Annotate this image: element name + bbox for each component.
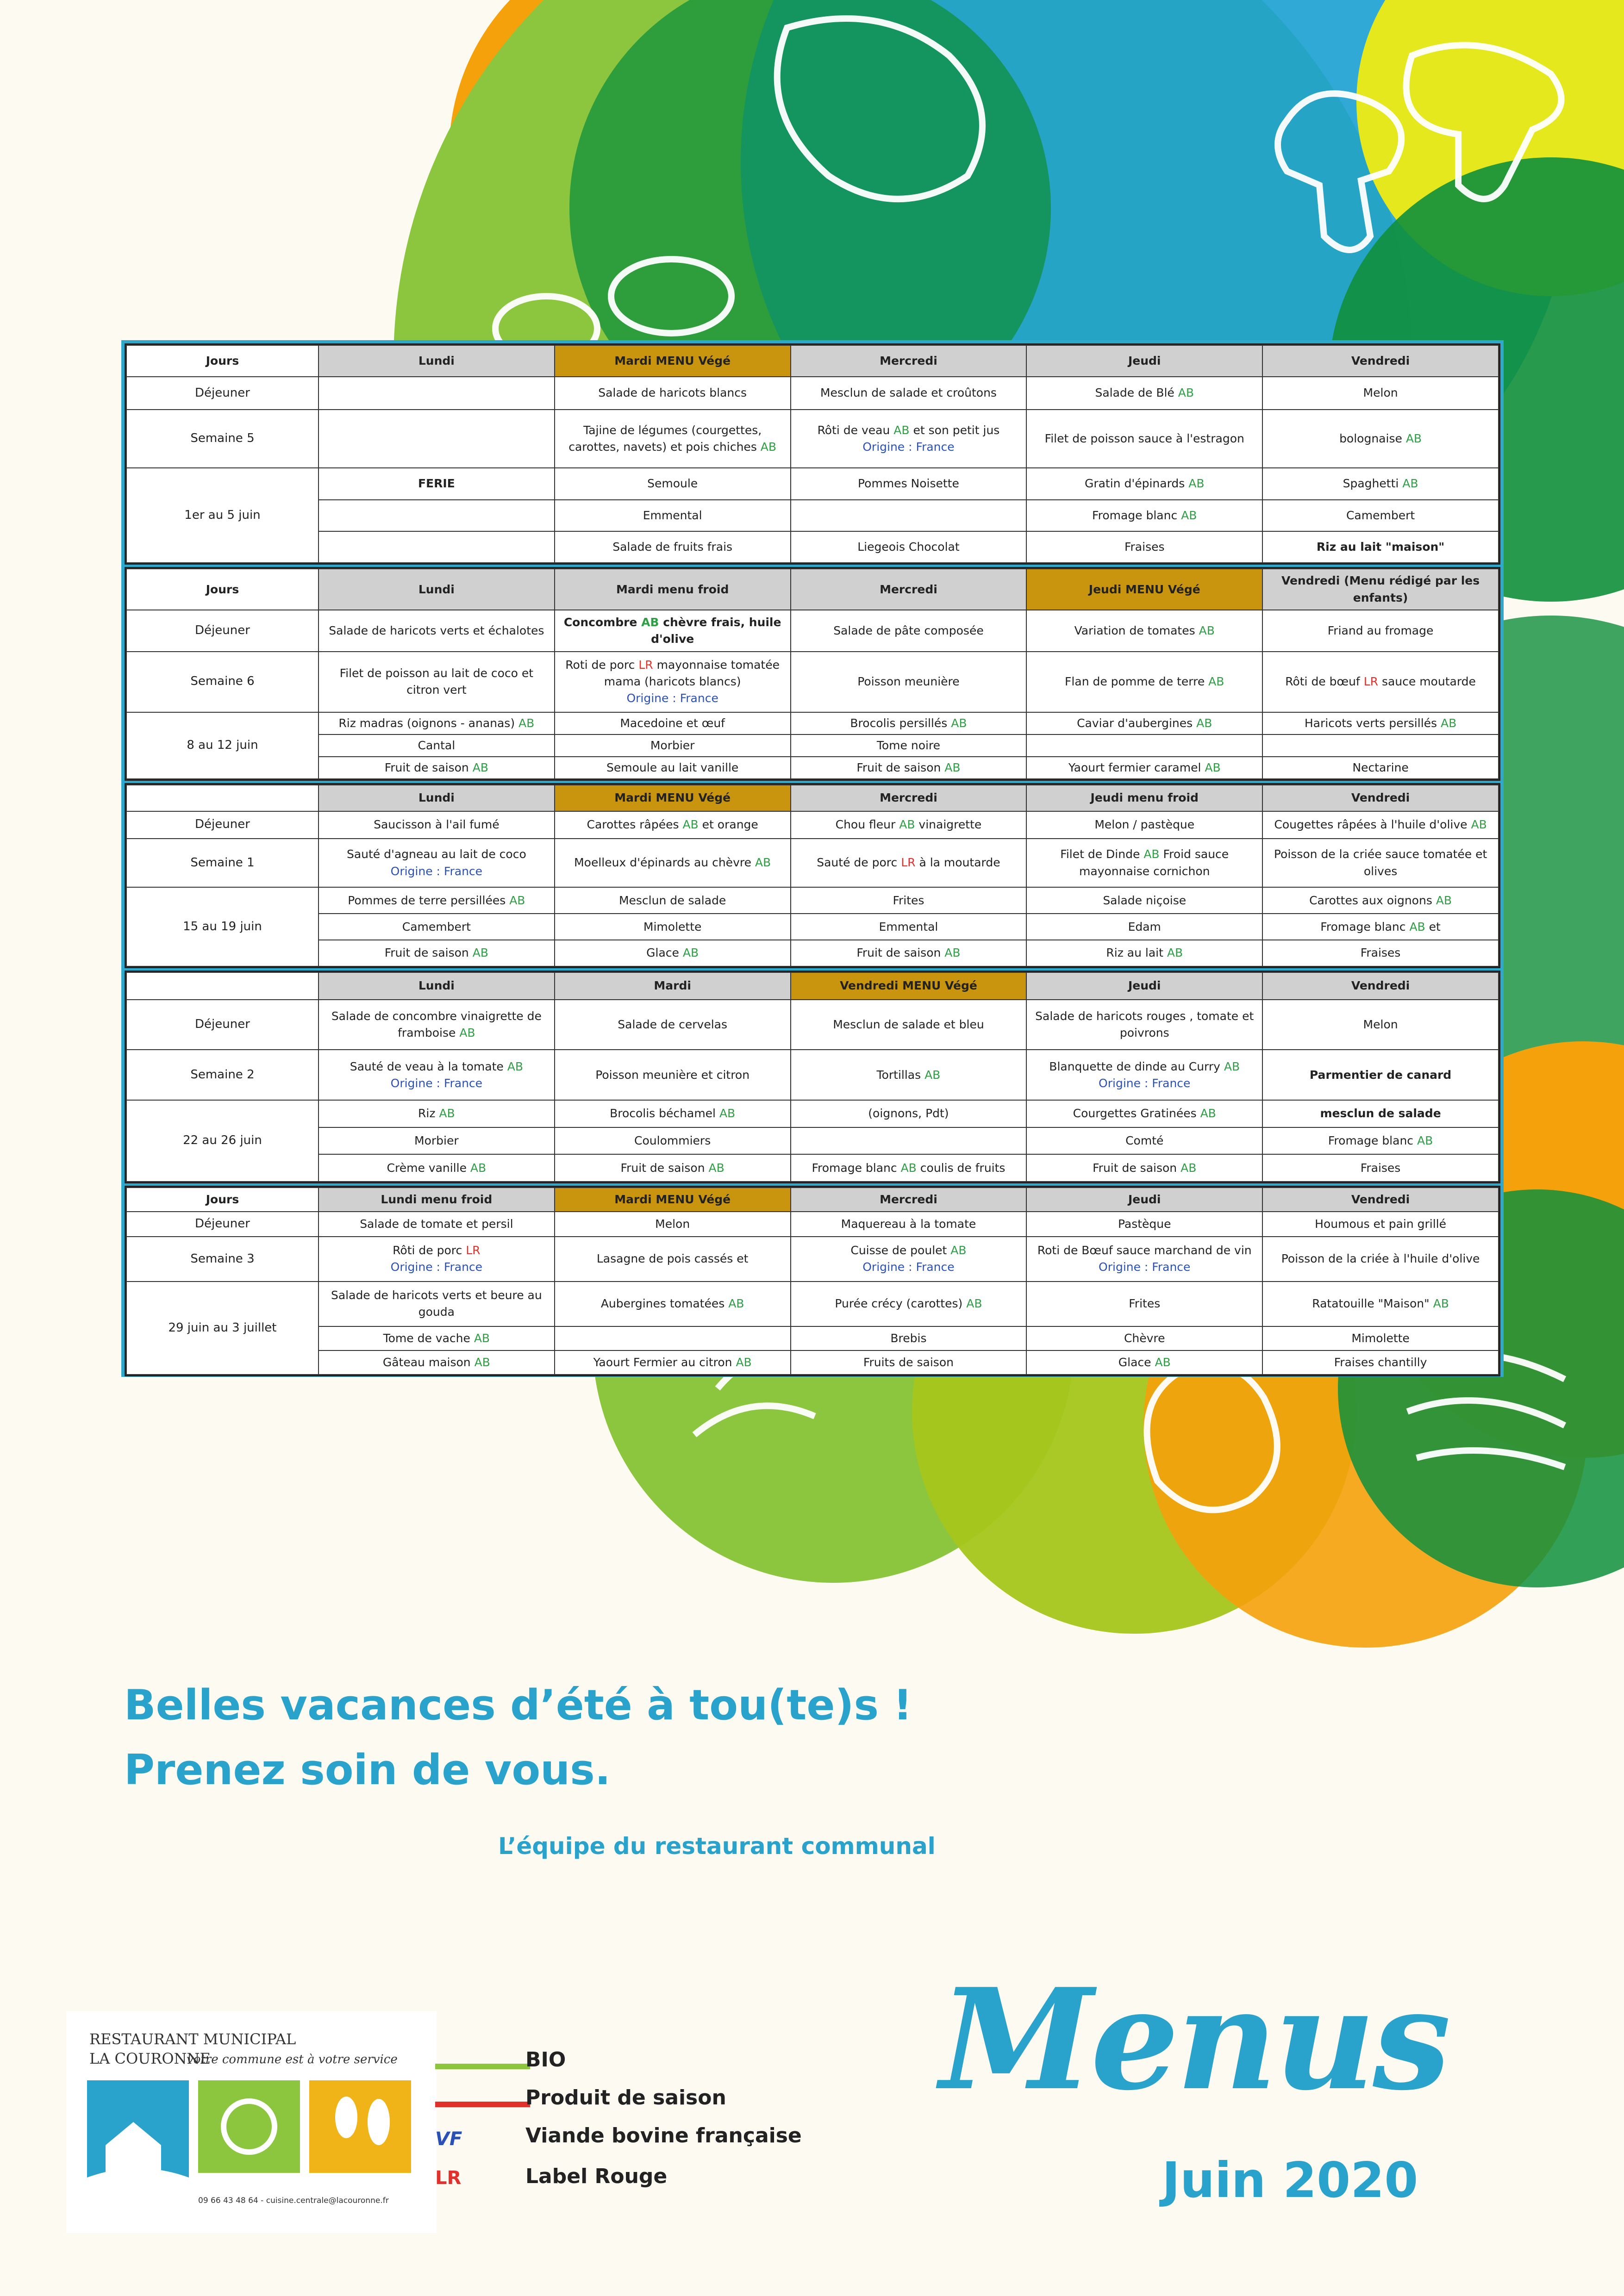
menu-cell: Riz madras (oignons - ananas) AB [319,712,555,734]
table-row [126,1127,1499,1155]
header-cell: Vendredi [1262,1188,1499,1212]
menu-cell: Salade niçoise [1026,887,1262,914]
menu-cell: Tajine de légumes (courgettes, carottes, navets) et pois chiches AB [555,410,791,468]
table-row [126,839,1499,888]
header-cell: Lundi menu froid [319,1188,555,1212]
table-row [126,914,1499,940]
table-row [126,1326,1499,1350]
menu-cell: Fruit de saison AB [791,940,1027,966]
menu-cell: Tome noire [791,734,1027,757]
table-row [126,377,1499,410]
menu-cell: Frites [1026,1282,1262,1326]
table-row [126,940,1499,966]
menu-cell: Brebis [791,1326,1027,1350]
row-label: Déjeuner [126,610,319,651]
menu-cell: Filet de Dinde AB Froid sauce mayonnaise cornichon [1026,839,1262,888]
table-row [126,1100,1499,1127]
header-cell: Mardi menu froid [555,569,791,610]
header-cell: Jeudi MENU Végé [1026,569,1262,610]
table-row [126,1000,1499,1050]
legend-vbf [435,2124,852,2161]
menu-cell: Rôti de bœuf LR sauce moutarde [1262,652,1499,712]
row-label: 22 au 26 juin [126,1100,319,1182]
menu-cell: Courgettes Gratinées AB [1026,1100,1262,1127]
menu-cell: Roti de porc LR mayonnaise tomatée mama (haricots blancs) Origine : France [555,652,791,712]
row-label: Déjeuner [126,1212,319,1237]
menu-cell: Carottes aux oignons AB [1262,887,1499,914]
header-cell: Lundi [319,345,555,377]
menu-cell: Liegeois Chocolat [791,531,1027,563]
menu-cell: Semoule [555,468,791,499]
table-row [126,410,1499,468]
menu-cell: Maquereau à la tomate [791,1212,1027,1237]
menu-cell: Filet de poisson au lait de coco et citron vert [319,652,555,712]
header-cell: Lundi [319,972,555,1000]
menu-cell [319,531,555,563]
menu-cell: Melon / pastèque [1026,811,1262,839]
menu-cell: Fromage blanc AB et [1262,914,1499,940]
menu-cell: Variation de tomates AB [1026,610,1262,651]
farewell-message [124,1673,912,1803]
menu-cell [319,410,555,468]
menu-cell [1026,734,1262,757]
menu-cell: Pommes de terre persillées AB [319,887,555,914]
menu-board [121,340,1504,1377]
header-cell: Jeudi [1026,1188,1262,1212]
menu-cell: Fruit de saison AB [791,757,1027,779]
menu-cell: Glace AB [555,940,791,966]
menu-cell: Moelleux d'épinards au chèvre AB [555,839,791,888]
week-table [125,567,1500,781]
header-cell: Vendredi [1262,345,1499,377]
menu-cell: Riz AB [319,1100,555,1127]
restaurant-logo [66,2011,437,2233]
menu-cell: mesclun de salade [1262,1100,1499,1127]
legend-bio [435,2048,852,2085]
menu-cell: Camembert [1262,500,1499,531]
title-menus: Menus [940,1958,1449,2121]
menu-cell: Fruits de saison [791,1350,1027,1375]
menu-cell: Salade de haricots verts et échalotes [319,610,555,651]
menu-cell: Fruit de saison AB [319,940,555,966]
menu-cell: Carottes râpées AB et orange [555,811,791,839]
header-cell: Mardi MENU Végé [555,785,791,811]
menu-cell: Emmental [555,500,791,531]
menu-cell: Filet de poisson sauce à l'estragon [1026,410,1262,468]
menu-cell [791,500,1027,531]
table-row [126,500,1499,531]
header-cell: Mardi MENU Végé [555,345,791,377]
table-row [126,1050,1499,1100]
logo-name-line-2: LA COURONNE [89,2050,211,2067]
menu-cell: Salade de cervelas [555,1000,791,1050]
menu-cell: Sauté de veau à la tomate AB Origine : France [319,1050,555,1100]
table-row [126,1237,1499,1282]
menu-cell: Tortillas AB [791,1050,1027,1100]
menu-cell: Fruit de saison AB [1026,1154,1262,1182]
menu-cell: Fruit de saison AB [555,1154,791,1182]
row-label: 1er au 5 juin [126,468,319,563]
menu-cell: Salade de haricots verts et beure au gouda [319,1282,555,1326]
header-cell: Mercredi [791,569,1027,610]
menu-cell: Mesclun de salade [555,887,791,914]
menu-cell: Edam [1026,914,1262,940]
menu-cell: Salade de haricots blancs [555,377,791,410]
menu-cell: Gratin d'épinards AB [1026,468,1262,499]
menu-cell: Rôti de porc LR Origine : France [319,1237,555,1282]
logo-pictogram-icon [87,2071,420,2196]
menu-cell [319,500,555,531]
vbf-logo-icon: VF [435,2128,462,2150]
table-row [126,734,1499,757]
header-cell: Vendredi [1262,785,1499,811]
menu-cell: Cantal [319,734,555,757]
menu-cell: Gâteau maison AB [319,1350,555,1375]
menu-cell: Salade de haricots rouges , tomate et poivrons [1026,1000,1262,1050]
header-cell [126,785,319,811]
menu-cell: Sauté de porc LR à la moutarde [791,839,1027,888]
menu-cell: Mimolette [1262,1326,1499,1350]
menu-cell: Friand au fromage [1262,610,1499,651]
menu-cell: (oignons, Pdt) [791,1100,1027,1127]
header-cell: Mardi [555,972,791,1000]
header-cell: Jours [126,345,319,377]
menu-cell: Chou fleur AB vinaigrette [791,811,1027,839]
menu-cell: Fraises [1262,1154,1499,1182]
menu-cell: Morbier [319,1127,555,1155]
menu-cell: Blanquette de dinde au Curry AB Origine : France [1026,1050,1262,1100]
logo-contact: 09 66 43 48 64 - cuisine.centrale@lacouronne.fr [198,2196,389,2205]
menu-cell: Melon [1262,377,1499,410]
menu-cell: Pommes Noisette [791,468,1027,499]
header-cell: Mercredi [791,345,1027,377]
green-bar-icon [435,2064,530,2069]
menu-cell: Poisson de la criée sauce tomatée et olives [1262,839,1499,888]
menu-cell: Crème vanille AB [319,1154,555,1182]
menu-cell: Camembert [319,914,555,940]
menu-cell: Haricots verts persillés AB [1262,712,1499,734]
menu-cell: Flan de pomme de terre AB [1026,652,1262,712]
header-cell: Mercredi [791,785,1027,811]
header-cell: Jeudi menu froid [1026,785,1262,811]
table-row [126,887,1499,914]
menu-cell: Emmental [791,914,1027,940]
row-label: Semaine 2 [126,1050,319,1100]
header-cell: Jours [126,1188,319,1212]
menu-cell: Roti de Bœuf sauce marchand de vin Origine : France [1026,1237,1262,1282]
menu-cell: Salade de fruits frais [555,531,791,563]
menu-cell: Fromage blanc AB [1262,1127,1499,1155]
menu-cell: Melon [1262,1000,1499,1050]
menu-cell [319,377,555,410]
header-cell: Jours [126,569,319,610]
menu-cell: FERIE [319,468,555,499]
menu-cell: Cuisse de poulet AB Origine : France [791,1237,1027,1282]
table-row [126,531,1499,563]
row-label: Déjeuner [126,377,319,410]
table-row [126,757,1499,779]
menu-cell: Saucisson à l'ail fumé [319,811,555,839]
week-table [125,971,1500,1183]
table-row [126,652,1499,712]
menu-cell: Fruit de saison AB [319,757,555,779]
row-label: Déjeuner [126,1000,319,1050]
menu-cell: Yaourt fermier caramel AB [1026,757,1262,779]
row-label: Semaine 1 [126,839,319,888]
week-table [125,783,1500,968]
menu-cell: Mesclun de salade et bleu [791,1000,1027,1050]
red-bar-icon [435,2102,530,2107]
logo-name-line-1: RESTAURANT MUNICIPAL [89,2030,296,2048]
row-label: Semaine 6 [126,652,319,712]
row-label: Semaine 3 [126,1237,319,1282]
title-date: Juin 2020 [1162,2152,1418,2209]
menu-cell: Melon [555,1212,791,1237]
menu-cell: Chèvre [1026,1326,1262,1350]
menu-cell [791,1127,1027,1155]
legend-seasonal-label: Produit de saison [525,2086,726,2109]
menu-cell [555,1326,791,1350]
menu-cell: Coulommiers [555,1127,791,1155]
legend-seasonal [435,2086,852,2123]
row-label: Déjeuner [126,811,319,839]
label-rouge-icon: LR [435,2167,462,2189]
menu-cell: Nectarine [1262,757,1499,779]
header-cell: Lundi [319,785,555,811]
legend-vbf-label: Viande bovine française [525,2124,802,2147]
menu-cell: Fraises chantilly [1262,1350,1499,1375]
table-row [126,1154,1499,1182]
menu-cell: Sauté d'agneau au lait de coco Origine : France [319,839,555,888]
menu-cell: Poisson de la criée à l'huile d'olive [1262,1237,1499,1282]
menu-cell: Aubergines tomatées AB [555,1282,791,1326]
table-row [126,1212,1499,1237]
menu-cell: Lasagne de pois cassés et [555,1237,791,1282]
header-cell: Vendredi (Menu rédigé par les enfants) [1262,569,1499,610]
menu-cell: Salade de pâte composée [791,610,1027,651]
table-row [126,1282,1499,1326]
menu-cell: Ratatouille "Maison" AB [1262,1282,1499,1326]
menu-cell: Frites [791,887,1027,914]
menu-cell: Purée crécy (carottes) AB [791,1282,1027,1326]
row-label: 8 au 12 juin [126,712,319,779]
menu-cell: Semoule au lait vanille [555,757,791,779]
menu-cell: Salade de concombre vinaigrette de framboise AB [319,1000,555,1050]
legend-label-rouge [435,2165,852,2202]
legend-label-rouge-label: Label Rouge [525,2165,668,2188]
menu-cell: Parmentier de canard [1262,1050,1499,1100]
menu-cell: Morbier [555,734,791,757]
menu-cell: Poisson meunière et citron [555,1050,791,1100]
menu-cell: Macedoine et œuf [555,712,791,734]
menu-cell: Fromage blanc AB coulis de fruits [791,1154,1027,1182]
menu-cell: Tome de vache AB [319,1326,555,1350]
menu-cell: Comté [1026,1127,1262,1155]
menu-cell: Fraises [1262,940,1499,966]
menu-cell: Brocolis persillés AB [791,712,1027,734]
row-label: Semaine 5 [126,410,319,468]
menu-cell: Brocolis béchamel AB [555,1100,791,1127]
menu-cell: Cougettes râpées à l'huile d'olive AB [1262,811,1499,839]
header-cell: Vendredi MENU Végé [791,972,1027,1000]
menu-cell: Yaourt Fermier au citron AB [555,1350,791,1375]
header-cell: Mercredi [791,1188,1027,1212]
table-row [126,468,1499,499]
table-row [126,610,1499,651]
menu-cell: Spaghetti AB [1262,468,1499,499]
menu-cell: Rôti de veau AB et son petit jus Origine : France [791,410,1027,468]
menu-cell: Riz au lait AB [1026,940,1262,966]
menu-cell: Fraises [1026,531,1262,563]
table-row [126,1350,1499,1375]
row-label: 15 au 19 juin [126,887,319,966]
menu-cell: Riz au lait "maison" [1262,531,1499,563]
menu-cell: Salade de tomate et persil [319,1212,555,1237]
menu-cell: Concombre AB chèvre frais, huile d'olive [555,610,791,651]
header-cell: Lundi [319,569,555,610]
header-cell: Mardi MENU Végé [555,1188,791,1212]
header-cell: Vendredi [1262,972,1499,1000]
legend-bio-label: BIO [525,2048,566,2072]
menu-cell [1262,734,1499,757]
menu-cell: Fromage blanc AB [1026,500,1262,531]
farewell-line-2: Prenez soin de vous. [124,1746,611,1794]
table-row [126,712,1499,734]
logo-tagline: votre commune est à votre service [187,2053,398,2066]
menu-cell: Poisson meunière [791,652,1027,712]
week-table [125,1186,1500,1376]
menu-cell: Caviar d'aubergines AB [1026,712,1262,734]
menu-cell: Salade de Blé AB [1026,377,1262,410]
menu-cell: Mimolette [555,914,791,940]
header-cell: Jeudi [1026,972,1262,1000]
row-label: 29 juin au 3 juillet [126,1282,319,1375]
header-cell [126,972,319,1000]
menu-cell: Pastèque [1026,1212,1262,1237]
menu-cell: Glace AB [1026,1350,1262,1375]
week-table [125,343,1500,565]
table-row [126,811,1499,839]
farewell-line-1: Belles vacances d’été à tou(te)s ! [124,1681,912,1730]
menu-cell: bolognaise AB [1262,410,1499,468]
menu-cell: Mesclun de salade et croûtons [791,377,1027,410]
menu-cell: Houmous et pain grillé [1262,1212,1499,1237]
header-cell: Jeudi [1026,345,1262,377]
signature: L’équipe du restaurant communal [498,1833,936,1860]
